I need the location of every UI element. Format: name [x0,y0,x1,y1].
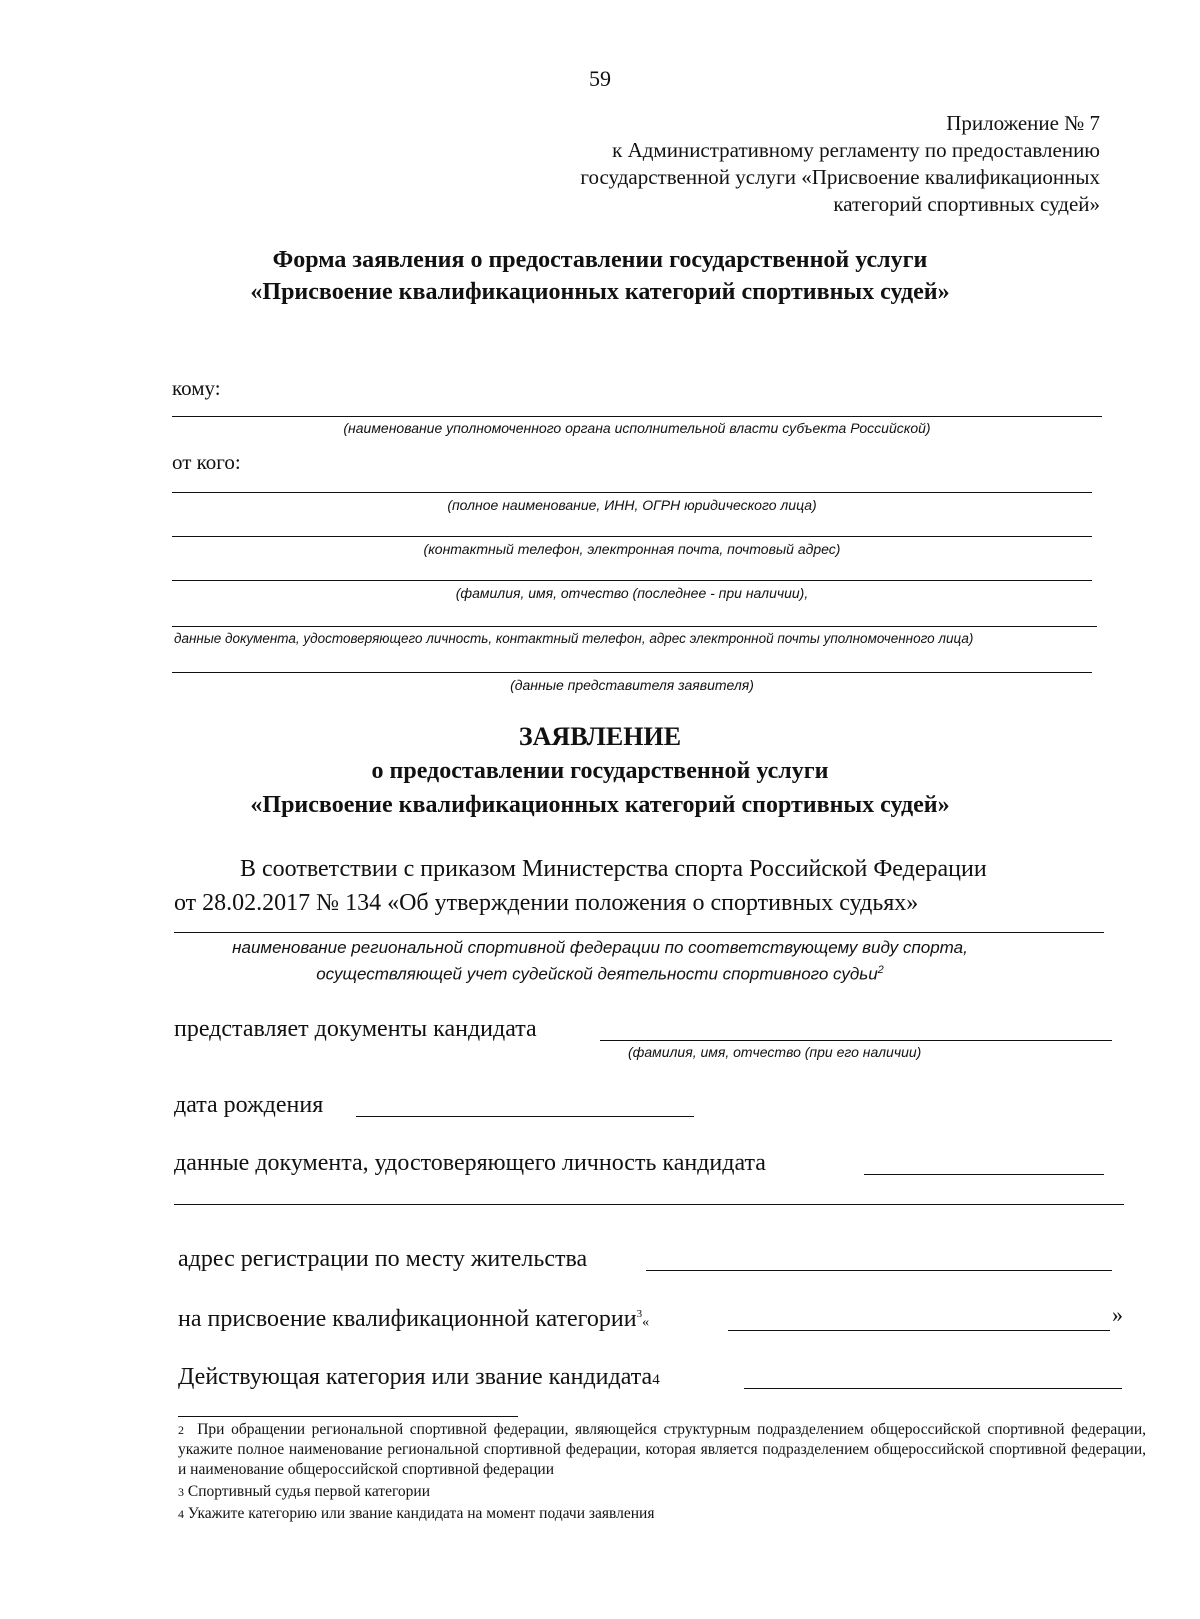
representative-caption: (данные представителя заявителя) [510,677,754,693]
category-label-wrap [178,1306,649,1333]
footnote-ref-2: 2 [877,964,884,976]
statement-paragraph-line-1: В соответствии с приказом Министерства спорта Российской Федерации [240,856,987,882]
current-category-line[interactable] [744,1388,1122,1389]
appendix-line-1: Приложение № 7 [946,111,1100,135]
footnote-4-number: 4 [178,1507,184,1521]
sender-doc-caption: данные документа, удостоверяющего личность, контактный телефон, адрес электронной почты уполномоченного лица) [174,631,974,646]
footnote-2-number: 2 [178,1423,184,1437]
candidate-label: представляет документы кандидата [174,1016,537,1042]
sender-contacts-caption: (контактный телефон, электронная почта, почтовый адрес) [423,541,841,557]
address-line[interactable] [646,1270,1112,1271]
sender-org-caption: (полное наименование, ИНН, ОГРН юридического лица) [447,497,817,513]
recipient-caption: (наименование уполномоченного органа исполнительной власти субъекта Российской) [343,420,931,436]
federation-caption-line-1: наименование региональной спортивной федерации по соответствующему виду спорта, [232,938,968,957]
footnote-2-text: При обращении региональной спортивной федерации, являющейся структурным подразделением общероссийской спортивной федерации, укажите полное наименование региональной спортивной федерации, которая является подразделением общероссийской спортивной федерации, и наименование общероссийской спортивной федерации [178,1421,1147,1478]
sender-name-line[interactable] [172,580,1092,581]
category-quote-close: » [1112,1302,1123,1327]
current-category-label-wrap [178,1364,660,1391]
footnote-4-text: Укажите категорию или звание кандидата на момент подачи заявления [187,1505,655,1522]
category-line[interactable] [728,1330,1110,1331]
federation-caption-line-2-wrap [160,959,1040,986]
footnote-ref-4: 4 [652,1372,660,1388]
footnote-2 [178,1420,1146,1480]
footnote-4 [178,1504,1146,1524]
footnote-separator [178,1416,518,1417]
footnotes [178,1420,1146,1524]
statement-paragraph-line-2: от 28.02.2017 № 134 «Об утверждении положения о спортивных судьях» [174,890,919,916]
category-label: на присвоение квалификационной категории [178,1306,637,1332]
federation-caption-line-2: осуществляющей учет судейской деятельности спортивного судьи [316,964,878,984]
representative-line[interactable] [172,672,1092,673]
category-quote-open: « [642,1315,650,1330]
statement-title: ЗАЯВЛЕНИЕ [518,722,682,751]
statement-title-block [160,720,1040,822]
recipient-label: кому: [172,376,221,400]
appendix-header [580,110,1100,218]
current-category-label: Действующая категория или звание кандидата [178,1364,653,1390]
footnote-3-text: Спортивный судья первой категории [187,1483,431,1500]
federation-caption [160,936,1040,986]
statement-subtitle-1: о предоставлении государственной услуги [371,758,829,784]
appendix-line-3: государственной услуги «Присвоение квалификационных [580,165,1100,189]
appendix-line-4: категорий спортивных судей» [833,192,1100,216]
page-number: 59 [589,66,611,91]
appendix-line-2: к Административному регламенту по предоставлению [612,138,1100,162]
footnote-ref-3: 3 [636,1308,643,1320]
address-label: адрес регистрации по месту жительства [178,1246,588,1272]
id-document-line-2[interactable] [174,1204,1124,1205]
form-title [160,244,1040,308]
sender-label: от кого: [172,450,241,474]
sender-name-caption: (фамилия, имя, отчество (последнее - при наличии), [455,585,809,601]
birth-date-label: дата рождения [174,1092,324,1118]
id-document-line-1[interactable] [864,1174,1104,1175]
sender-org-line[interactable] [172,492,1092,493]
footnote-3 [178,1482,1146,1502]
id-document-label: данные документа, удостоверяющего личность кандидата [174,1150,766,1176]
federation-line[interactable] [174,932,1104,933]
recipient-line[interactable] [172,416,1102,417]
form-title-line-2: «Присвоение квалификационных категорий спортивных судей» [250,279,950,305]
candidate-name-line[interactable] [600,1040,1112,1041]
birth-date-line[interactable] [356,1116,694,1117]
sender-contacts-line[interactable] [172,536,1092,537]
form-title-line-1: Форма заявления о предоставлении государственной услуги [272,247,928,273]
sender-doc-line[interactable] [172,626,1097,627]
footnote-3-number: 3 [178,1485,184,1499]
candidate-caption: (фамилия, имя, отчество (при его наличии) [628,1044,922,1060]
statement-subtitle-2: «Присвоение квалификационных категорий спортивных судей» [250,792,950,818]
